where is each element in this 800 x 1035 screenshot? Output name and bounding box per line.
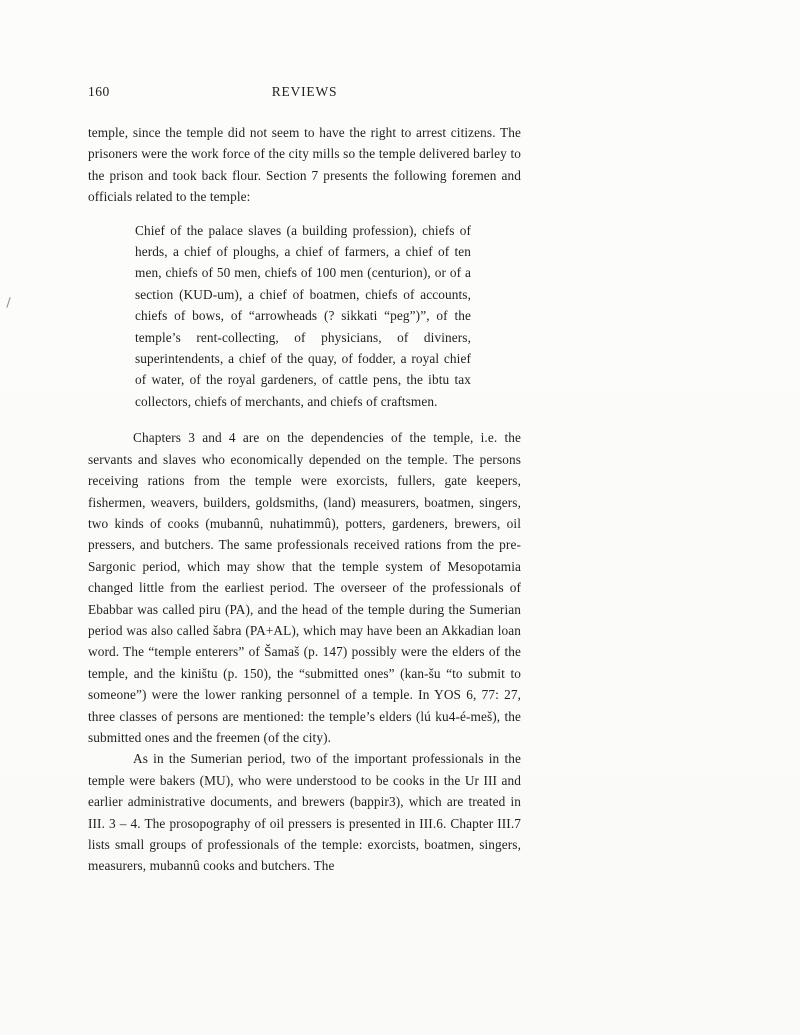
running-head-title: REVIEWS: [271, 84, 338, 99]
page-number: 160: [88, 84, 110, 99]
paragraph-sumerian-professionals: As in the Sumerian period, two of the important professionals in the temple were bakers (MU), who were understood to be cooks in the Ur III and earlier administrative documents, and brewers (bappir3), which are treated in III. 3 – 4. The prosopography of oil pressers is presented in III.6. Chapter III.7 lists small groups of professionals of the temple: exorcists, boatmen, singers, measurers, mubannû cooks and butchers. The: [88, 751, 521, 874]
running-header: [88, 84, 521, 102]
officials-blockquote: Chief of the palace slaves (a building profession), chiefs of herds, a chief of ploughs, a chief of farmers, a chief of ten men, chiefs of 50 men, chiefs of 100 men (centurion), or of a section (KUD-um), a chief of boatmen, chiefs of accounts, chiefs of bows, of “arrowheads (? sikkati “peg”)”, of the temple’s rent-collecting, of physicians, of diviners, superintendents, a chief of the quay, of fodder, a royal chief of water, of the royal gardeners, of cattle pens, the ibtu tax collectors, chiefs of merchants, and chiefs of craftsmen.: [135, 222, 471, 409]
continuation-paragraph: temple, since the temple did not seem to have the right to arrest citizens. The prisoners were the work force of the city mills so the temple delivered barley to the prison and took back flour. Section 7 presents the following foremen and officials related to the temple:: [88, 125, 521, 205]
body-text: [88, 122, 521, 877]
paragraph-dependencies: Chapters 3 and 4 are on the dependencies of the temple, i.e. the servants and slaves who economically depended on the temple. The persons receiving rations from the temple were exorcists, fullers, gate keepers, fishermen, weavers, builders, goldsmiths, (land) measurers, boatmen, singers, two kinds of cooks (mubannû, nuhatimmû), potters, gardeners, brewers, oil pressers, and butchers. The same professionals received rations from the pre-Sargonic period, which may show that the temple system of Mesopotamia changed little from the earliest period. The overseer of the professionals of Ebabbar was called piru (PA), and the head of the temple during the Sumerian period was also called šabra (PA+AL), which may have been an Akkadian loan word. The “temple enterers” of Šamaš (p. 147) possibly were the elders of the temple, and the kiništu (p. 150), the “submitted ones” (kan-šu “to submit to someone”) were the lower ranking personnel of a temple. In YOS 6, 77: 27, three classes of persons are mentioned: the temple’s elders (lú ku4-é-meš), the submitted ones and the freemen (of the city).: [88, 430, 521, 745]
stray-pen-mark: [6, 297, 10, 308]
text-column: [88, 84, 521, 877]
